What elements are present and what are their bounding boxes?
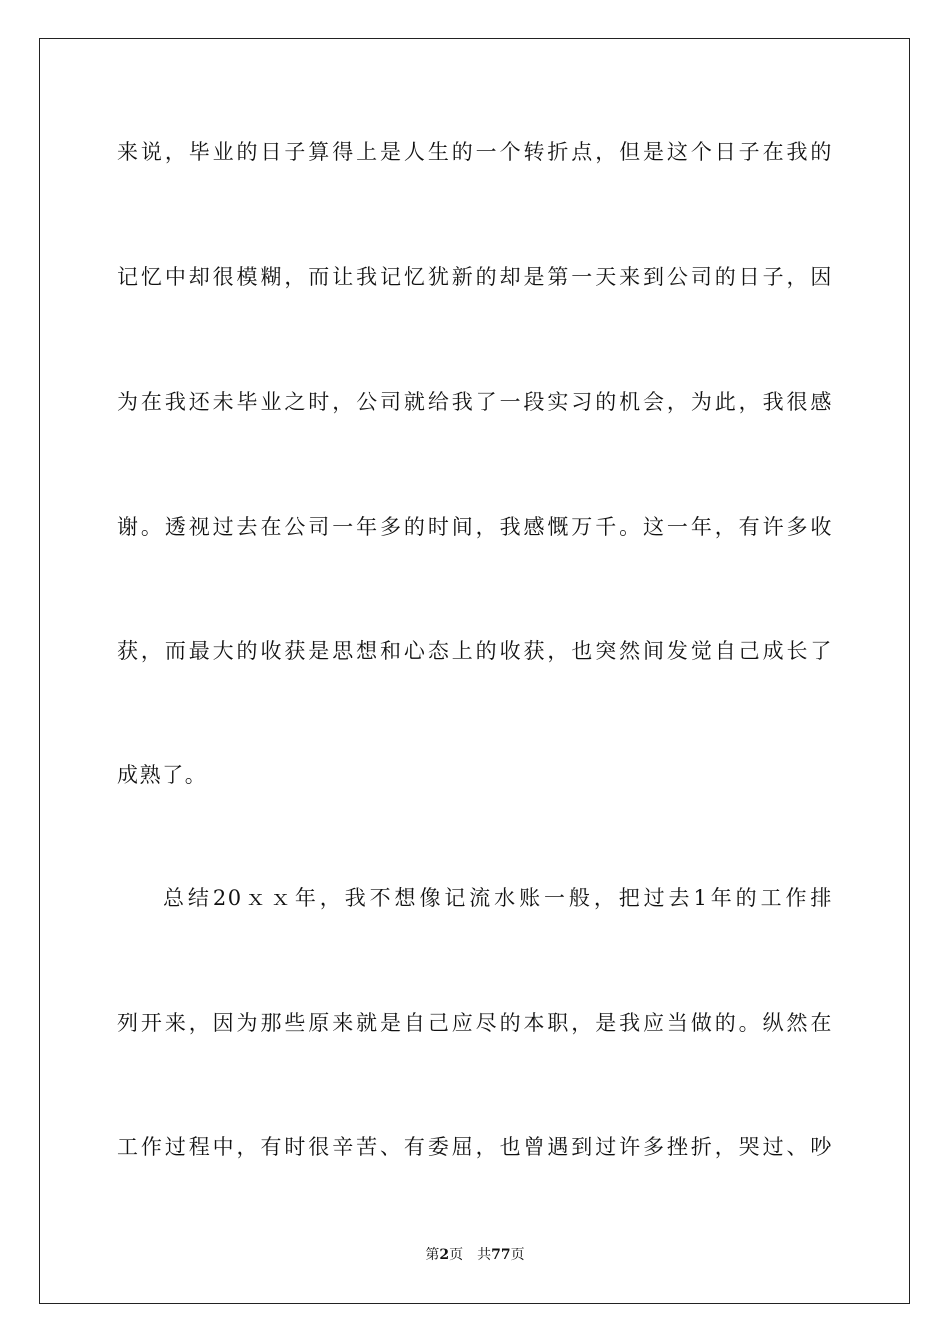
body-line-8: 列开来，因为那些原来就是自己应尽的本职，是我应当做的。纵然在 [117,1011,833,1035]
page-footer [0,1245,950,1265]
footer-total-suffix: 页 [510,1247,525,1263]
body-line-9: 工作过程中，有时很辛苦、有委屈，也曾遇到过许多挫折，哭过、吵 [117,1135,833,1159]
footer-page-suffix: 页 [449,1247,464,1263]
body-line-7: 总结20ｘｘ年，我不想像记流水账一般，把过去1年的工作排 [163,886,833,910]
body-line-3: 为在我还未毕业之时，公司就给我了一段实习的机会，为此，我很感 [117,390,833,414]
footer-page-prefix: 第 [425,1247,440,1263]
body-line-4: 谢。透视过去在公司一年多的时间，我感慨万千。这一年，有许多收 [117,515,833,539]
footer-total-prefix: 共 [477,1247,492,1263]
footer-page-number: 2 [439,1247,450,1263]
body-line-5: 获，而最大的收获是思想和心态上的收获，也突然间发觉自己成长了 [117,639,833,663]
body-line-2: 记忆中却很模糊，而让我记忆犹新的却是第一天来到公司的日子，因 [117,265,833,289]
body-line-6: 成熟了。 [117,763,208,787]
footer-total-pages: 77 [491,1247,511,1263]
page-border [39,38,910,1304]
body-line-1: 来说，毕业的日子算得上是人生的一个转折点，但是这个日子在我的 [117,140,833,164]
